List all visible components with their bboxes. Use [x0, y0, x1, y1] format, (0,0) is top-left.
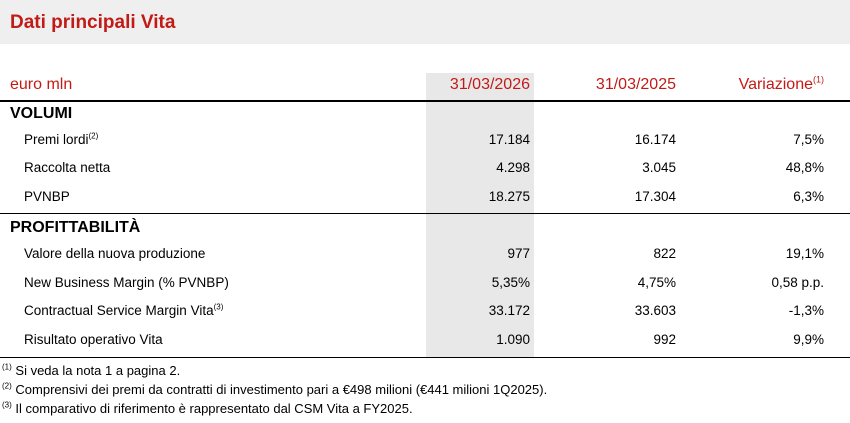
row-label-text: Contractual Service Margin Vita	[24, 303, 214, 318]
row-label: Risultato operativo Vita	[24, 332, 163, 347]
footnote	[2, 362, 180, 380]
value-previous: 822	[653, 246, 676, 261]
row-label: Valore della nuova produzione	[24, 246, 206, 261]
value-change: 6,3%	[793, 189, 824, 204]
footnote	[2, 400, 413, 418]
row-label: Raccolta netta	[24, 160, 111, 175]
section-title: VOLUMI	[10, 105, 73, 122]
section-header	[0, 215, 850, 241]
table-header	[0, 72, 850, 98]
footnote-sup: (3)	[2, 400, 12, 410]
row-label	[24, 127, 98, 153]
table-row	[0, 127, 850, 153]
column-header-change-label: Variazione	[738, 76, 813, 93]
value-previous: 3.045	[642, 160, 676, 175]
column-header-change-sup: (1)	[813, 74, 824, 85]
column-header-change	[739, 72, 824, 98]
value-current: 1.090	[496, 332, 530, 347]
footnote-text: Comprensivi dei premi da contratti di investimento pari a €498 milioni (€441 milioni 1Q2025).	[11, 382, 548, 397]
value-change: 48,8%	[785, 160, 824, 175]
value-change: 19,1%	[785, 246, 824, 261]
row-label-text: Premi lordi	[24, 132, 89, 147]
value-previous: 16.174	[634, 132, 676, 147]
table-row	[0, 155, 850, 181]
value-previous: 33.603	[634, 303, 676, 318]
footnote	[2, 381, 547, 399]
value-previous: 992	[653, 332, 676, 347]
footnote-sup: (2)	[2, 381, 12, 391]
page-title: Dati principali Vita	[10, 12, 176, 33]
row-label	[24, 298, 223, 324]
table-row	[0, 184, 850, 210]
column-header-current: 31/03/2026	[449, 76, 530, 93]
section-header	[0, 101, 850, 127]
value-change: -1,3%	[788, 303, 824, 318]
section-rule	[0, 213, 850, 214]
value-current: 18.275	[488, 189, 530, 204]
value-current: 33.172	[488, 303, 530, 318]
value-change: 7,5%	[793, 132, 824, 147]
value-change: 0,58 p.p.	[771, 275, 824, 290]
table-bottom-rule	[0, 357, 850, 358]
value-current: 5,35%	[491, 275, 530, 290]
value-current: 977	[507, 246, 530, 261]
unit-label: euro mln	[10, 76, 73, 93]
table-row	[0, 298, 850, 324]
footnote-sup: (1)	[2, 362, 12, 372]
row-label-sup: (2)	[88, 131, 99, 141]
value-change: 9,9%	[793, 332, 824, 347]
row-label: New Business Margin (% PVNBP)	[24, 275, 229, 290]
table-row	[0, 270, 850, 296]
footnote-text: Si veda la nota 1 a pagina 2.	[11, 363, 181, 378]
value-current: 4.298	[496, 160, 530, 175]
table-row	[0, 241, 850, 267]
title-bar	[0, 0, 850, 44]
value-previous: 4,75%	[637, 275, 676, 290]
footnote-text: Il comparativo di riferimento è rappresentato dal CSM Vita a FY2025.	[11, 401, 413, 416]
value-current: 17.184	[488, 132, 530, 147]
section-title: PROFITTABILITÀ	[10, 219, 141, 236]
table-row	[0, 327, 850, 353]
column-header-previous: 31/03/2025	[595, 76, 676, 93]
value-previous: 17.304	[634, 189, 676, 204]
row-label: PVNBP	[24, 189, 70, 204]
row-label-sup: (3)	[213, 302, 224, 312]
